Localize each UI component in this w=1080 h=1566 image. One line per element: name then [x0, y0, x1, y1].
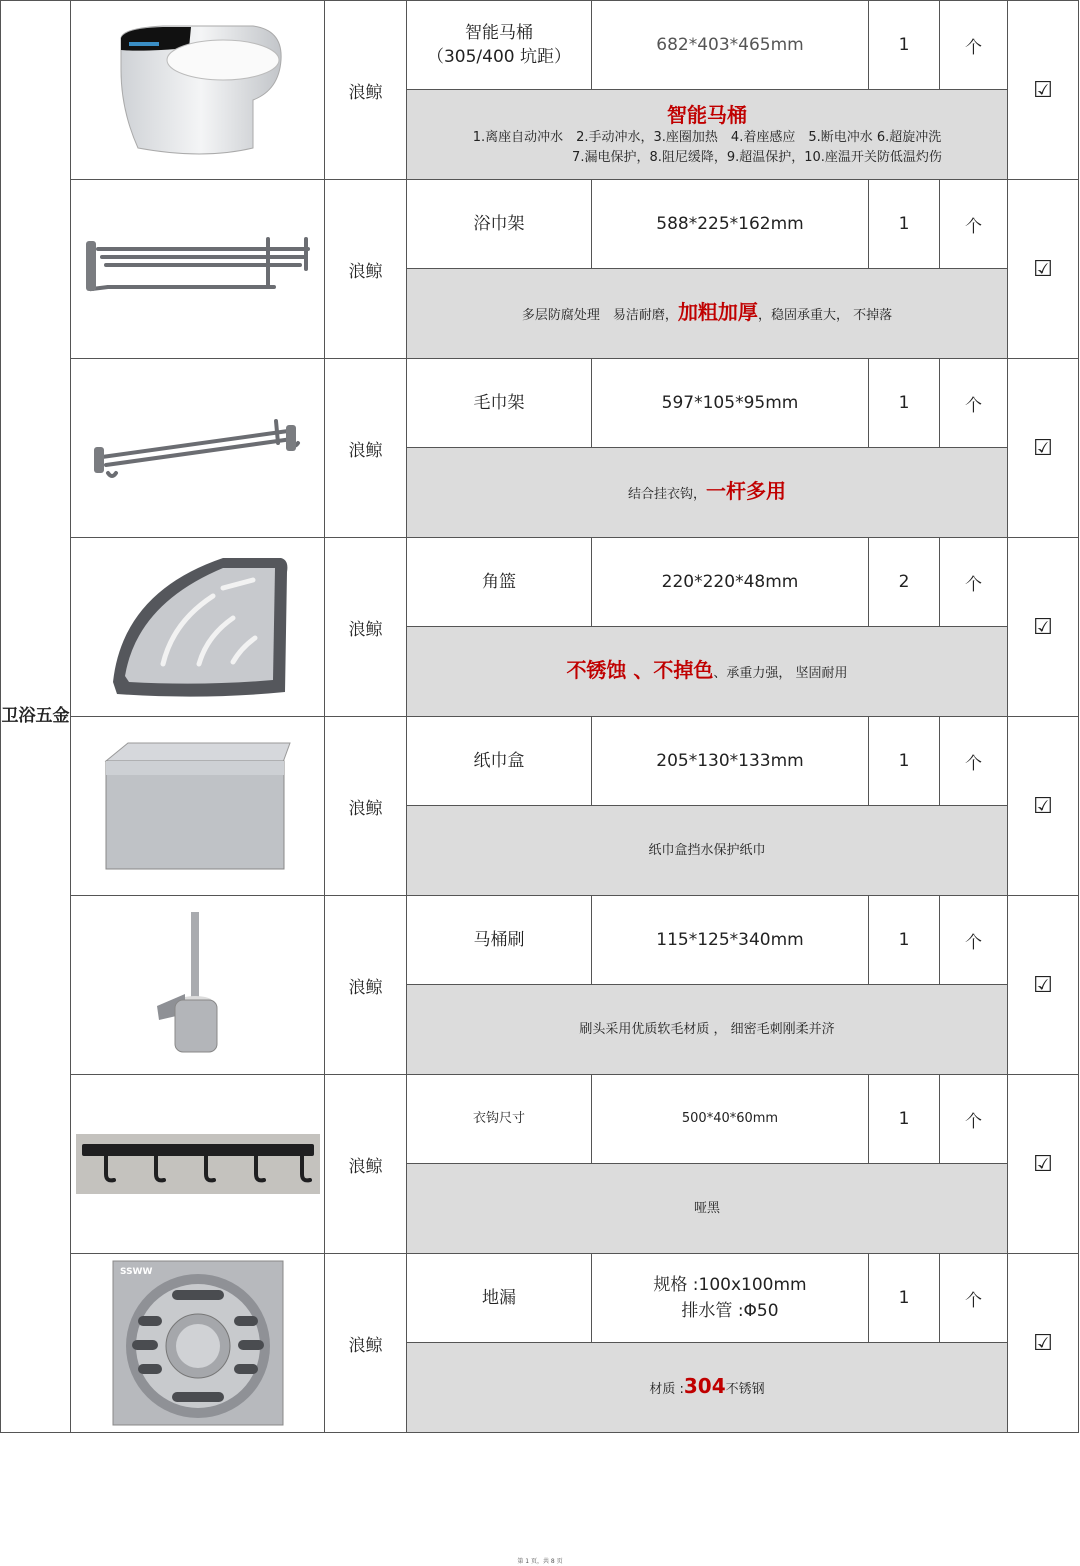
product-name: 地漏 [482, 1288, 516, 1308]
checkbox-cell[interactable] [1008, 1254, 1079, 1433]
brand-cell: 浪鲸 [325, 1, 407, 180]
product-name-cell [407, 180, 592, 269]
unit-cell: 个 [940, 896, 1008, 985]
brand-cell: 浪鲸 [325, 538, 407, 717]
product-image-toilet [71, 1, 325, 180]
description-cell: 不锈蚀 、不掉色、承重力强， 坚固耐用 [407, 627, 1008, 717]
dimension-cell: 588*225*162mm [592, 180, 869, 269]
quantity-cell: 2 [869, 538, 940, 627]
dimension-cell: 597*105*95mm [592, 359, 869, 448]
product-name-cell [407, 1254, 592, 1343]
product-name-cell [407, 1075, 592, 1164]
checkbox-cell[interactable] [1008, 538, 1079, 717]
dimension-cell: 682*403*465mm [592, 1, 869, 90]
description-cell: 多层防腐处理 易洁耐磨，加粗加厚，稳固承重大， 不掉落 [407, 269, 1008, 359]
quantity-cell: 1 [869, 1, 940, 90]
quantity-cell: 1 [869, 1075, 940, 1164]
description-cell [407, 90, 1008, 180]
description-cell: 结合挂衣钩，一杆多用 [407, 448, 1008, 538]
checked-box-icon[interactable]: ☑ [1033, 435, 1053, 461]
checkbox-cell[interactable] [1008, 180, 1079, 359]
description-cell: 刷头采用优质软毛材质 ， 细密毛刺刚柔并济 [407, 985, 1008, 1075]
description-cell: 哑黑 [407, 1164, 1008, 1254]
quantity-cell: 1 [869, 180, 940, 269]
checkbox-cell[interactable] [1008, 1, 1079, 180]
brand-cell: 浪鲸 [325, 180, 407, 359]
product-name-cell [407, 359, 592, 448]
checkbox-cell[interactable] [1008, 359, 1079, 538]
product-name-sub: （305/400 坑距） [426, 47, 572, 67]
description-line: 1.离座自动冲水 2.手动冲水，3.座圈加热 4.着座感应 5.断电冲水 6.超旋冲洗 [472, 129, 942, 145]
description-highlight: 一杆多用 [706, 478, 786, 503]
quantity-cell: 1 [869, 896, 940, 985]
brand-cell: 浪鲸 [325, 896, 407, 1075]
dimension-cell: 220*220*48mm [592, 538, 869, 627]
description-cell: 材质 :304不锈钢 [407, 1343, 1008, 1433]
checked-box-icon[interactable]: ☑ [1033, 793, 1053, 819]
category-label: 卫浴五金 [1, 706, 70, 726]
product-image-towel-bar [71, 359, 325, 538]
product-image-bath-towel-rack [71, 180, 325, 359]
product-name-cell [407, 896, 592, 985]
product-name: 马桶刷 [473, 930, 525, 950]
checked-box-icon[interactable]: ☑ [1033, 614, 1053, 640]
product-image-corner-basket [71, 538, 325, 717]
description-cell: 纸巾盒挡水保护纸巾 [407, 806, 1008, 896]
dimension-cell: 500*40*60mm [592, 1075, 869, 1164]
description-highlight: 加粗加厚 [677, 299, 758, 324]
dimension-cell: 规格 :100x100mm 排水管 :Φ50 [592, 1254, 869, 1343]
description-highlight: 304 [683, 1373, 726, 1398]
unit-cell: 个 [940, 538, 1008, 627]
page-footer: 第 1 页，共 8 页 [517, 1558, 563, 1565]
product-name-cell [407, 1, 592, 90]
checked-box-icon[interactable]: ☑ [1033, 972, 1053, 998]
unit-cell: 个 [940, 359, 1008, 448]
checkbox-cell[interactable] [1008, 717, 1079, 896]
quantity-cell: 1 [869, 717, 940, 806]
brand-cell: 浪鲸 [325, 1075, 407, 1254]
product-name: 智能马桶 [465, 23, 533, 43]
checked-box-icon[interactable]: ☑ [1033, 1330, 1053, 1356]
unit-cell: 个 [940, 1, 1008, 90]
checkbox-cell[interactable] [1008, 896, 1079, 1075]
description-highlight: 不锈蚀 、不掉色 [566, 657, 714, 682]
product-name: 纸巾盒 [473, 751, 525, 771]
product-image-tissue-box [71, 717, 325, 896]
product-name-cell [407, 538, 592, 627]
product-name: 毛巾架 [473, 393, 525, 413]
brand-cell: 浪鲸 [325, 359, 407, 538]
product-image-toilet-brush [71, 896, 325, 1075]
product-name: 角篮 [482, 572, 516, 592]
description-line: 7.漏电保护，8.阻尼缓降，9.超温保护，10.座温开关防低温灼伤 [572, 149, 942, 165]
quantity-cell: 1 [869, 1254, 940, 1343]
product-image-floor-drain [71, 1254, 325, 1433]
product-name-cell [407, 717, 592, 806]
unit-cell: 个 [940, 180, 1008, 269]
checkbox-cell[interactable] [1008, 1075, 1079, 1254]
checked-box-icon[interactable]: ☑ [1033, 1151, 1053, 1177]
unit-cell: 个 [940, 1254, 1008, 1343]
product-name: 浴巾架 [473, 214, 525, 234]
drain-logo: SSWW [119, 1267, 152, 1277]
quantity-cell: 1 [869, 359, 940, 448]
brand-cell: 浪鲸 [325, 1254, 407, 1433]
brand-cell: 浪鲸 [325, 717, 407, 896]
unit-cell: 个 [940, 717, 1008, 806]
description-title: 智能马桶 [667, 102, 747, 127]
category-cell [1, 1, 71, 1433]
checked-box-icon[interactable]: ☑ [1033, 256, 1053, 282]
product-name: 衣钩尺寸 [472, 1111, 525, 1126]
dimension-cell: 205*130*133mm [592, 717, 869, 806]
unit-cell: 个 [940, 1075, 1008, 1164]
checked-box-icon[interactable]: ☑ [1033, 77, 1053, 103]
product-image-coat-hooks [71, 1075, 325, 1254]
dimension-cell: 115*125*340mm [592, 896, 869, 985]
